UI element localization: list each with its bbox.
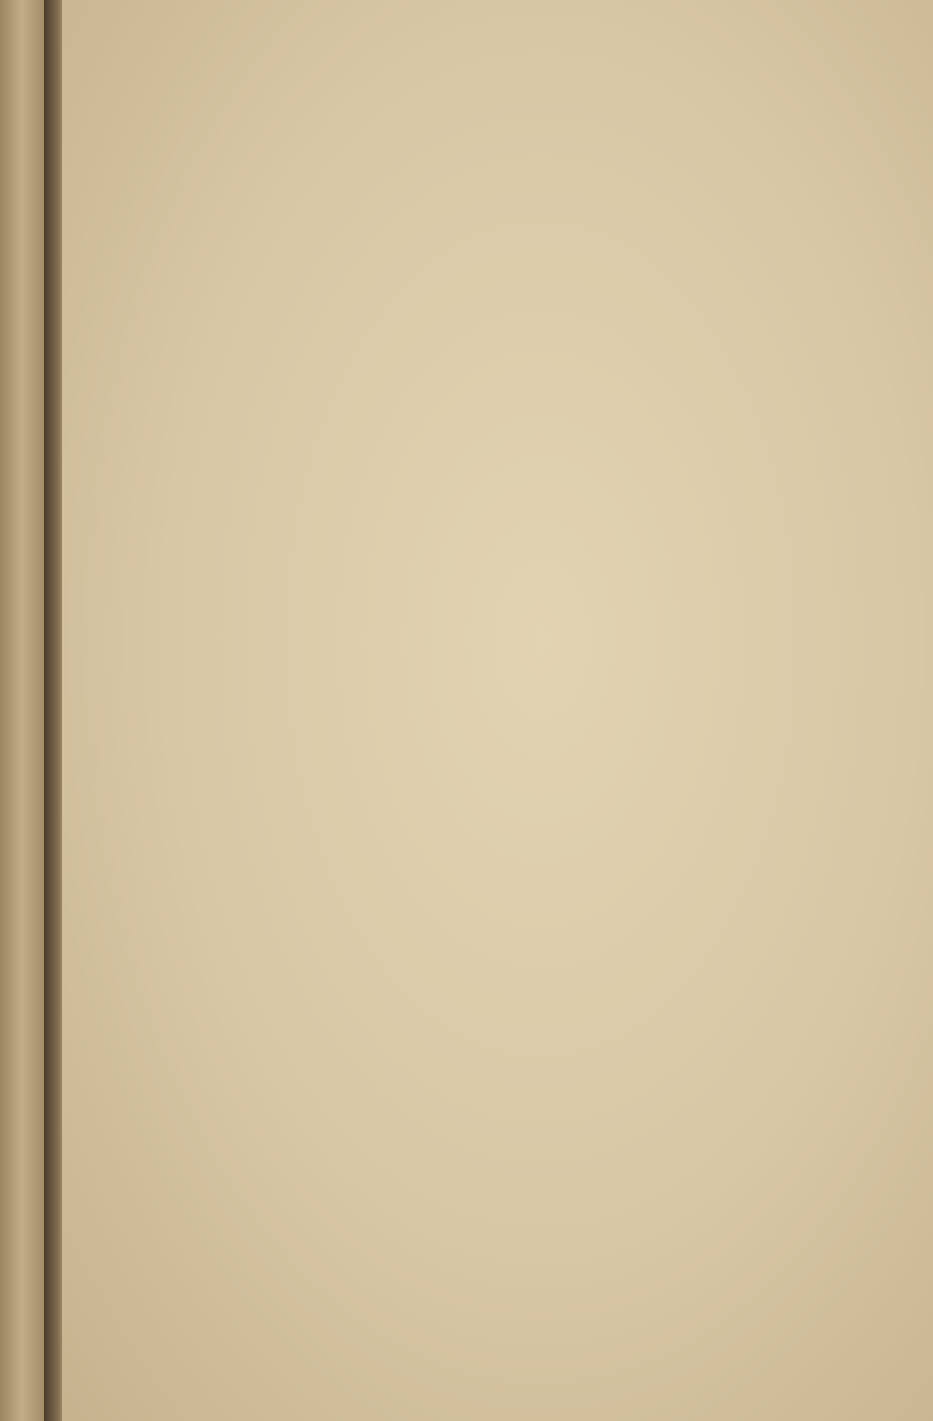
facing-page-edge: [0, 0, 44, 1421]
page-header: [230, 88, 790, 128]
book-page: [62, 0, 933, 1421]
drop-cap: [84, 592, 130, 654]
